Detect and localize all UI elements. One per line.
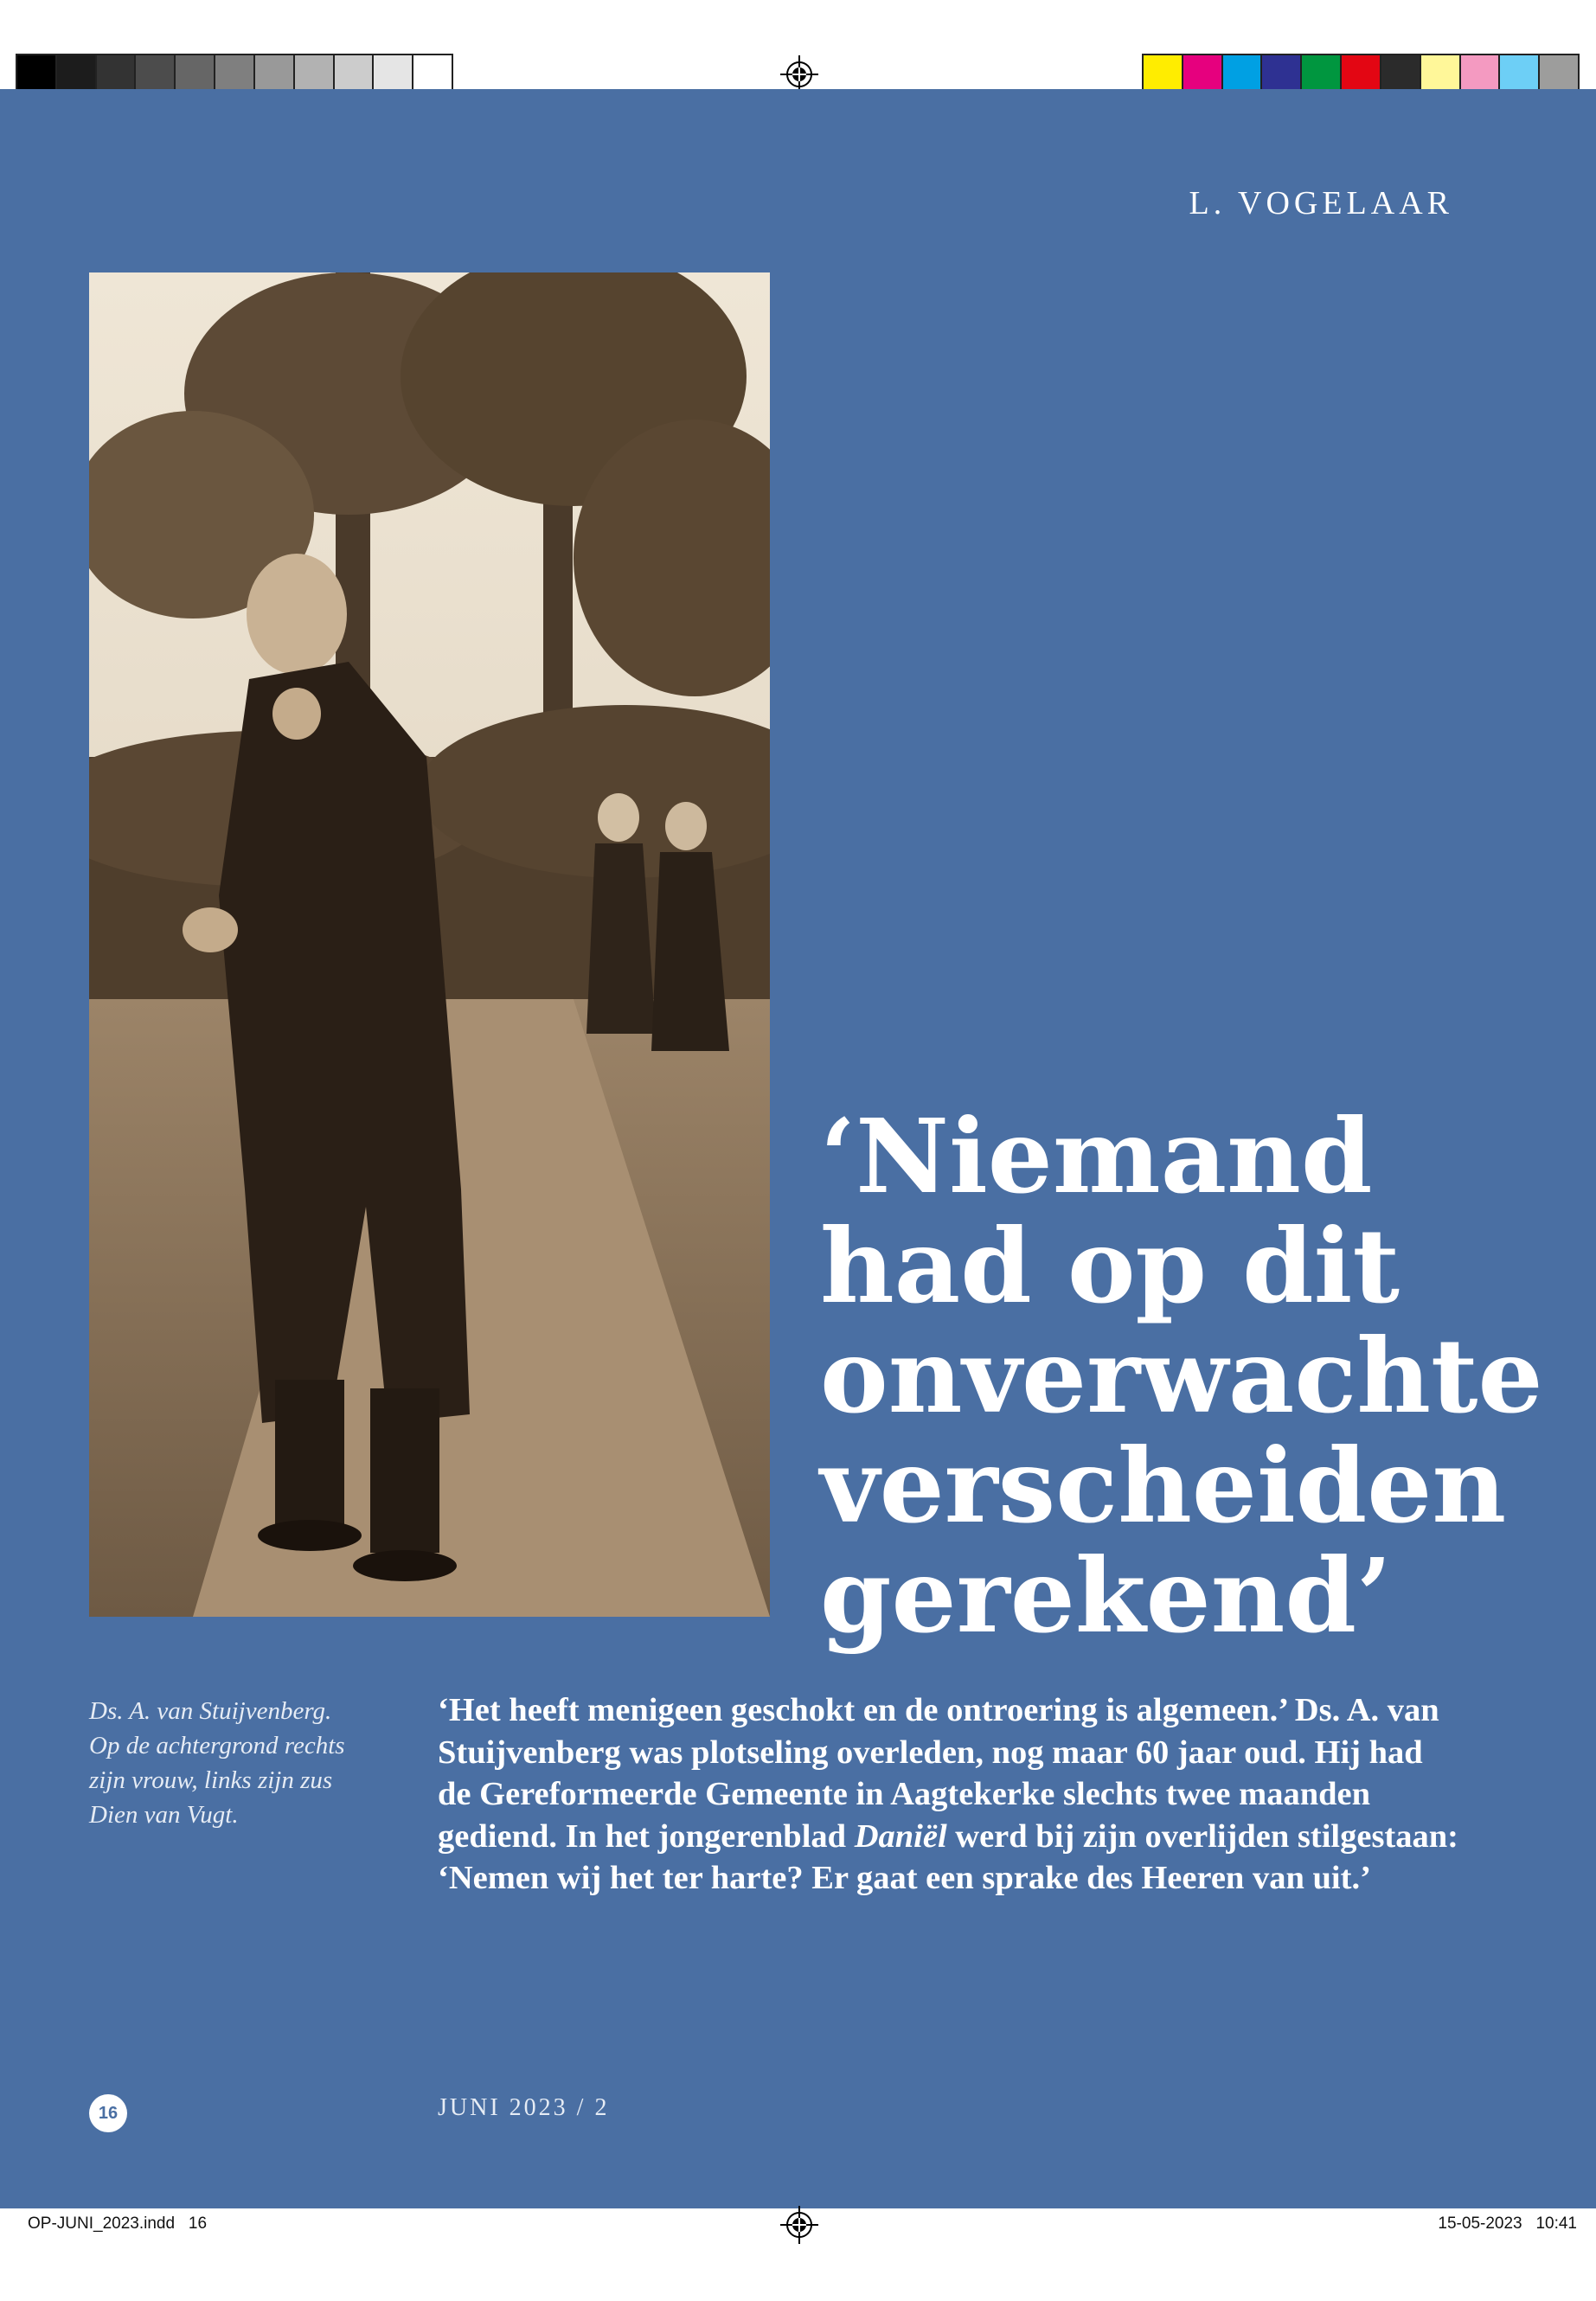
issue-label: JUNI 2023 / 2 (438, 2094, 610, 2121)
gray-swatch (17, 55, 57, 92)
gray-swatch (136, 55, 176, 92)
lead-text: werd bij zijn overlijden stilgestaan: ‘Nemen wij het ter harte? Er gaat een sprake des Heeren van uit.’ (438, 1817, 1458, 1896)
registration-mark-icon (780, 55, 818, 93)
color-swatch (1223, 55, 1263, 92)
lead-paragraph (438, 1689, 1458, 1900)
page-number-badge: 16 (89, 2094, 127, 2132)
caption-line: Ds. A. van Stuijvenberg. (89, 1697, 332, 1725)
process-color-bar (1142, 54, 1580, 93)
headline-line: onverwachte (820, 1316, 1543, 1436)
gray-swatch (413, 55, 452, 92)
color-swatch (1183, 55, 1223, 92)
color-swatch (1500, 55, 1540, 92)
color-swatch (1381, 55, 1421, 92)
article-headline (820, 1096, 1564, 1656)
caption-line: zijn vrouw, links zijn zus (89, 1766, 333, 1794)
headline-line: verscheiden (820, 1426, 1507, 1546)
gray-swatch (176, 55, 215, 92)
print-slug-file: OP-JUNI_2023.indd 16 (28, 2214, 208, 2233)
gray-swatch (295, 55, 335, 92)
color-swatch (1144, 55, 1183, 92)
caption-line: Op de achtergrond rechts (89, 1732, 345, 1759)
color-swatch (1302, 55, 1342, 92)
lead-text: ‘Het heeft menigeen geschokt en de ontroering is algemeen.’ Ds. A. van Stuijvenberg was plotseling overleden, nog maar 60 jaar oud. Hij had de Gereformeerde Gemeente in Aagtekerke slechts twee maanden gediend. In het jongerenblad (438, 1692, 1439, 1855)
color-swatch (1342, 55, 1381, 92)
color-swatch (1421, 55, 1461, 92)
color-swatch (1262, 55, 1302, 92)
portrait-photo (89, 272, 770, 1617)
registration-mark-icon (780, 2206, 818, 2244)
magazine-title: Daniël (854, 1817, 947, 1855)
gray-swatch (97, 55, 137, 92)
headline-line: ‘Niemand (820, 1096, 1373, 1216)
color-swatch (1461, 55, 1501, 92)
headline-line: gerekend’ (820, 1535, 1393, 1656)
photo-caption (89, 1694, 383, 1832)
gray-swatch (255, 55, 295, 92)
gray-swatch (57, 55, 97, 92)
print-slug-timestamp: 15-05-2023 10:41 (1438, 2214, 1577, 2233)
caption-line: Dien van Vugt. (89, 1801, 239, 1829)
magazine-page (0, 89, 1596, 2208)
headline-line: had op dit (820, 1206, 1400, 1326)
author-byline: L. VOGELAAR (1189, 185, 1453, 221)
gray-swatch (215, 55, 255, 92)
gray-swatch (335, 55, 375, 92)
gray-swatch (374, 55, 413, 92)
color-swatch (1540, 55, 1578, 92)
grayscale-color-bar (16, 54, 453, 93)
